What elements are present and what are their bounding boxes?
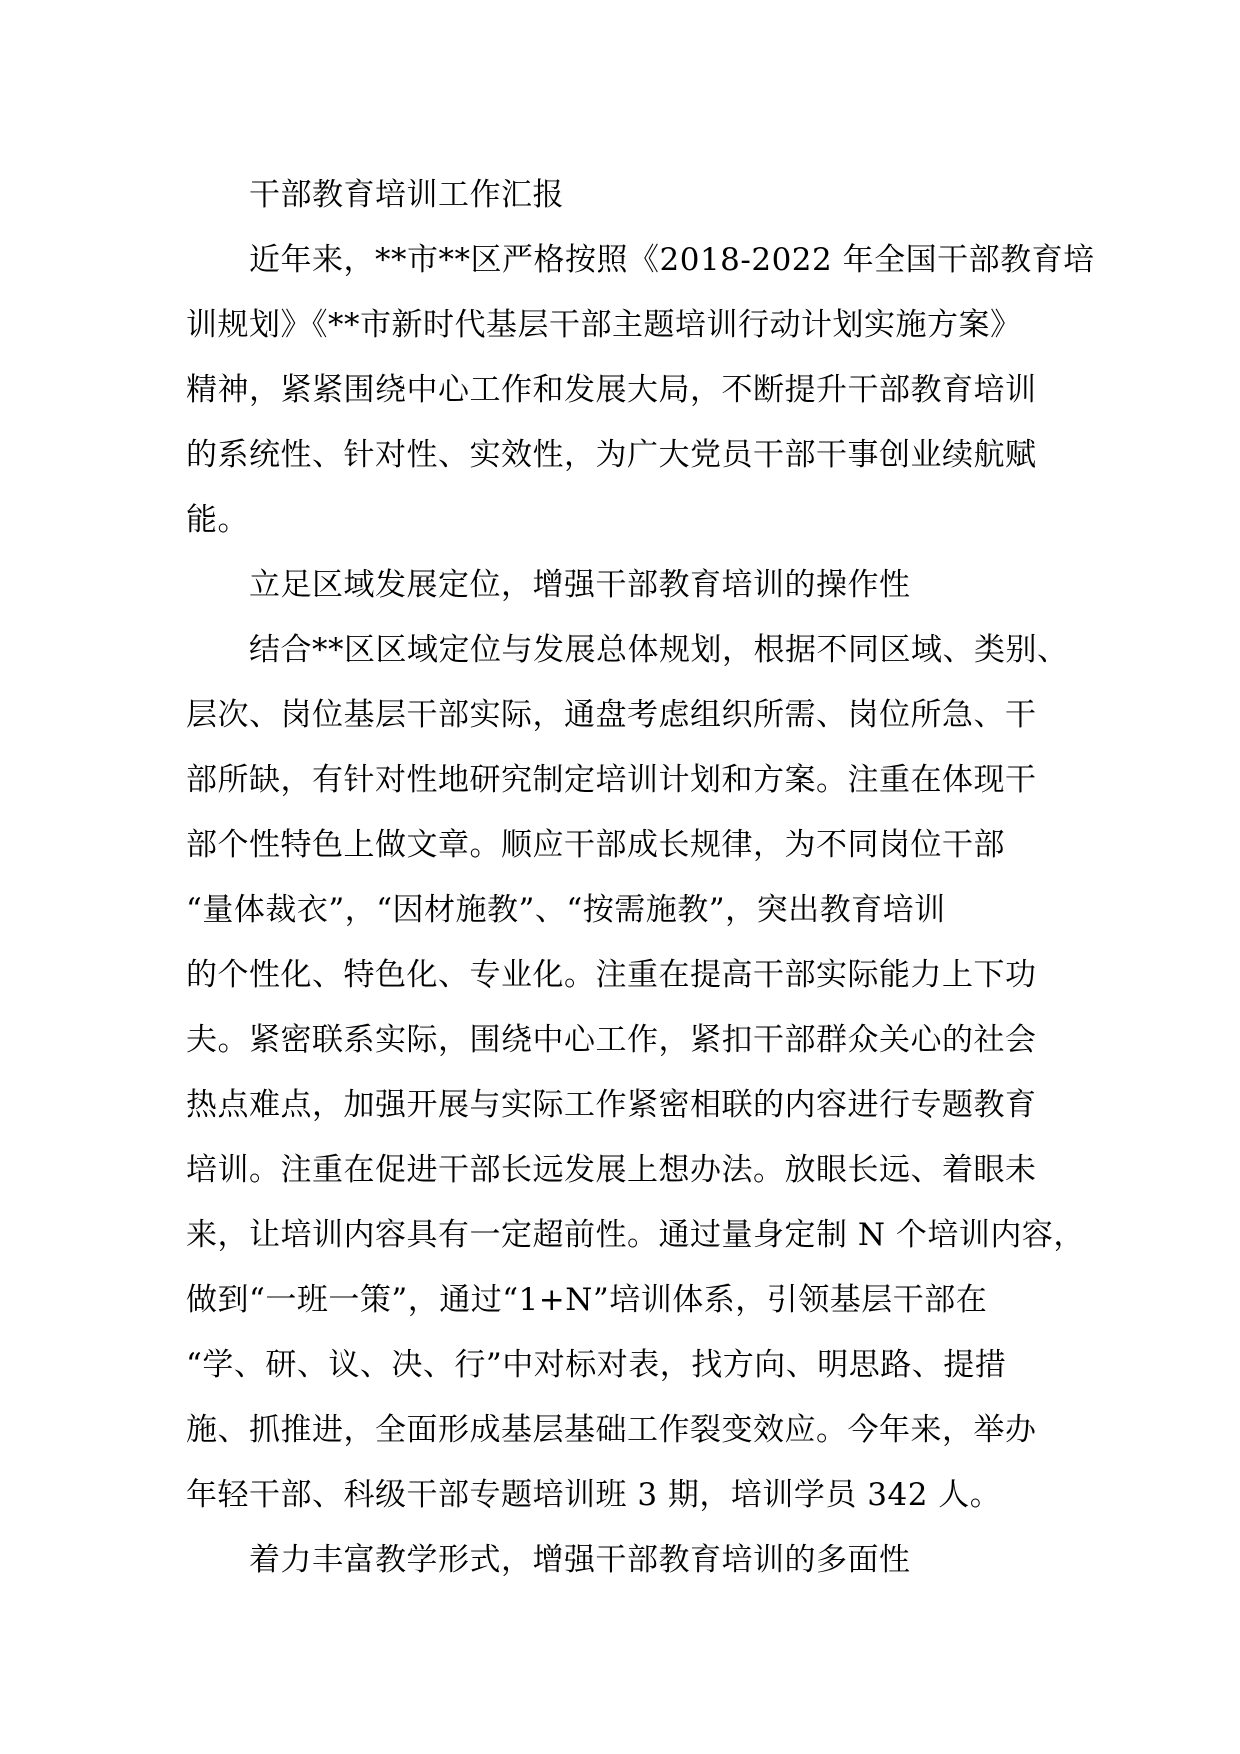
paragraph-line: 层次、岗位基层干部实际，通盘考虑组织所需、岗位所急、干 xyxy=(186,697,1037,733)
paragraph-line: 培训。注重在促进干部长远发展上想办法。放眼长远、着眼未 xyxy=(186,1152,1037,1188)
paragraph-line: 结合**区区域定位与发展总体规划，根据不同区域、类别、 xyxy=(249,632,1069,668)
paragraph-line: 夫。紧密联系实际，围绕中心工作，紧扣干部群众关心的社会 xyxy=(186,1022,1037,1058)
paragraph-line: “量体裁衣”，“因材施教”、“按需施教”，突出教育培训 xyxy=(186,892,946,928)
section-heading: 着力丰富教学形式，增强干部教育培训的多面性 xyxy=(249,1542,911,1578)
paragraph-line: 训规划》《**市新时代基层干部主题培训行动计划实施方案》 xyxy=(186,307,1022,343)
paragraph-line: 来，让培训内容具有一定超前性。通过量身定制 N 个培训内容， xyxy=(186,1217,1085,1253)
paragraph-line: 部所缺，有针对性地研究制定培训计划和方案。注重在体现干 xyxy=(186,762,1037,798)
paragraph-line: 年轻干部、科级干部专题培训班 3 期，培训学员 342 人。 xyxy=(186,1477,1002,1513)
paragraph-line: 施、抓推进，全面形成基层基础工作裂变效应。今年来，举办 xyxy=(186,1412,1037,1448)
paragraph-line: 做到“一班一策”，通过“1+N”培训体系，引领基层干部在 xyxy=(186,1282,988,1318)
document-body xyxy=(186,163,1095,1593)
paragraph-line: 的系统性、针对性、实效性，为广大党员干部干事创业续航赋 xyxy=(186,437,1037,473)
paragraph-line: 热点难点，加强开展与实际工作紧密相联的内容进行专题教育 xyxy=(186,1087,1037,1123)
paragraph-line: 能。 xyxy=(186,502,249,538)
document-title: 干部教育培训工作汇报 xyxy=(249,177,564,213)
paragraph-line: 近年来，**市**区严格按照《2018-2022 年全国干部教育培 xyxy=(249,242,1095,278)
paragraph-line: 精神，紧紧围绕中心工作和发展大局，不断提升干部教育培训 xyxy=(186,372,1037,408)
paragraph-line: 部个性特色上做文章。顺应干部成长规律，为不同岗位干部 xyxy=(186,827,1005,863)
paragraph-line: 的个性化、特色化、专业化。注重在提高干部实际能力上下功 xyxy=(186,957,1037,993)
section-heading: 立足区域发展定位，增强干部教育培训的操作性 xyxy=(249,567,911,603)
paragraph-line: “学、研、议、决、行”中对标对表，找方向、明思路、提措 xyxy=(186,1347,1007,1383)
